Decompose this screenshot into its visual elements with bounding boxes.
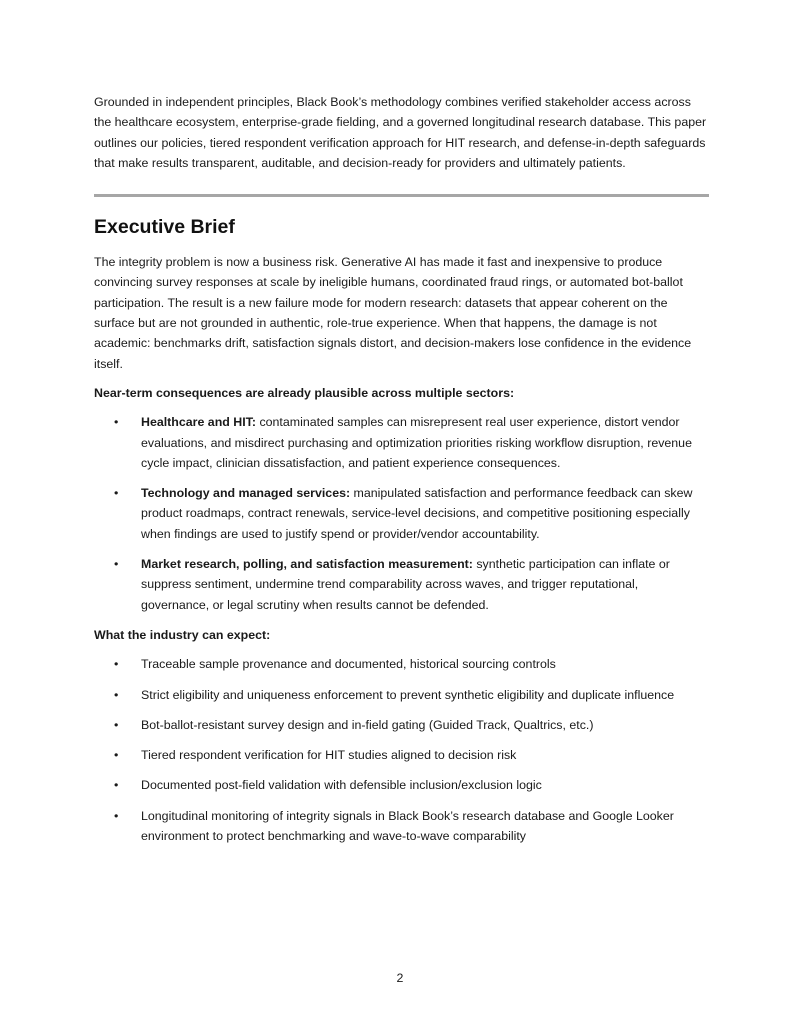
list-item: [94, 745, 709, 765]
list-item-label: Healthcare and HIT:: [141, 415, 256, 430]
bullet-icon: •: [114, 717, 119, 732]
list-item-text: Longitudinal monitoring of integrity signals in Black Book’s research database and Google Looker environment to protect benchmarking and wave-to-wave comparability: [141, 808, 674, 844]
list-item: [94, 554, 709, 615]
list-item: [94, 775, 709, 795]
bullet-icon: •: [114, 557, 119, 572]
list-item-label: Market research, polling, and satisfaction measurement:: [141, 557, 473, 572]
list-item-text: synthetic participation can inflate or suppress sentiment, undermine trend comparability across waves, and trigger reputational, governance, or legal scrutiny when results cannot be defended.: [141, 557, 670, 612]
list-item: [94, 654, 709, 674]
bullet-icon: •: [114, 778, 119, 793]
list-item-text: Documented post-field validation with defensible inclusion/exclusion logic: [141, 778, 542, 793]
page-number: 2: [396, 971, 404, 985]
section-divider: [94, 194, 709, 197]
document-page: [94, 92, 709, 856]
consequences-heading: Near-term consequences are already plausible across multiple sectors:: [94, 385, 515, 400]
list-item-text: Strict eligibility and uniqueness enforcement to prevent synthetic eligibility and duplicate influence: [141, 687, 675, 702]
list-item-text: Traceable sample provenance and documented, historical sourcing controls: [141, 657, 556, 672]
expectations-list: [94, 654, 709, 846]
list-item-text: Tiered respondent verification for HIT studies aligned to decision risk: [141, 748, 517, 763]
section-title: Executive Brief: [94, 216, 235, 239]
intro-paragraph: Grounded in independent principles, Black Book’s methodology combines verified stakeholder access across the healthcare ecosystem, enterprise-grade fielding, and a governed longitudinal research database. This paper outlines our policies, tiered respondent verification approach for HIT research, and defense-in-depth safeguards that make results transparent, auditable, and decision-ready for providers and ultimately patients.: [94, 95, 707, 170]
bullet-icon: •: [114, 486, 119, 501]
expectations-heading: What the industry can expect:: [94, 627, 271, 642]
list-item-label: Technology and managed services:: [141, 486, 351, 501]
bullet-icon: •: [114, 415, 119, 430]
bullet-icon: •: [114, 748, 119, 763]
lead-paragraph: The integrity problem is now a business risk. Generative AI has made it fast and inexpensive to produce convincing survey responses at scale by ineligible humans, coordinated fraud rings, or automated bot-ballot participation. The result is a new failure mode for modern research: datasets that appear coherent on the surface but are not grounded in authentic, role-true experience. When that happens, the damage is not academic: benchmarks drift, satisfaction signals distort, and decision-makers lose confidence in the evidence itself.: [94, 255, 692, 371]
bullet-icon: •: [114, 657, 119, 672]
list-item: [94, 483, 709, 544]
bullet-icon: •: [114, 808, 119, 823]
list-item-text: contaminated samples can misrepresent real user experience, distort vendor evaluations, and misdirect purchasing and optimization priorities risking workflow disruption, revenue cycle impact, clinician dissatisfaction, and patient experience consequences.: [141, 415, 692, 470]
consequences-list: [94, 412, 709, 615]
list-item: [94, 715, 709, 735]
list-item: [94, 685, 709, 705]
list-item: [94, 412, 709, 473]
bullet-icon: •: [114, 687, 119, 702]
list-item-text: Bot-ballot-resistant survey design and in-field gating (Guided Track, Qualtrics, etc.): [141, 717, 594, 732]
list-item: [94, 806, 709, 847]
list-item-text: manipulated satisfaction and performance feedback can skew product roadmaps, contract renewals, service-level decisions, and competitive positioning especially when findings are used to justify spend or provider/vendor accountability.: [141, 486, 693, 541]
